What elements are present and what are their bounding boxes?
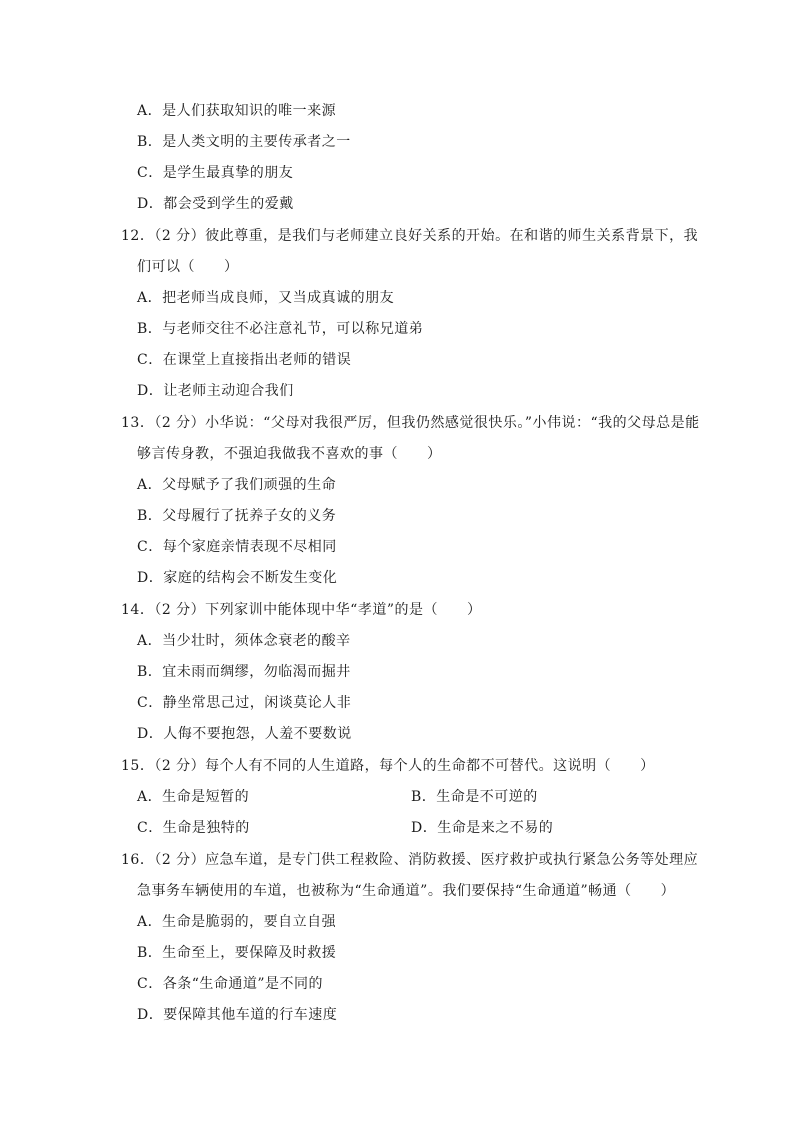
q16-option-c: C．各条“生命通道”是不同的 bbox=[137, 976, 324, 992]
q13-option-c: C．每个家庭亲情表现不尽相同 bbox=[137, 539, 337, 555]
q14-option-c: C．静坐常思己过，闲谈莫论人非 bbox=[137, 695, 352, 711]
q12-option-a: A．把老师当成良师，又当成真诚的朋友 bbox=[137, 290, 395, 306]
q14-option-b: B．宜未雨而绸缪，勿临渴而掘井 bbox=[137, 664, 351, 680]
q14-option-a: A．当少壮时，须体念衰老的酸辛 bbox=[137, 633, 351, 649]
q11-option-d: D．都会受到学生的爱戴 bbox=[137, 196, 294, 212]
q12-stem-line1: 12．（2 分）彼此尊重，是我们与老师建立良好关系的开始。在和谐的师生关系背景下，我 bbox=[121, 228, 699, 244]
q13-stem-line1: 13．（2 分）小华说：“父母对我很严厉，但我仍然感觉很快乐。”小伟说：“我的父母总是能 bbox=[121, 415, 700, 431]
q15-option-d: D．生命是来之不易的 bbox=[411, 820, 554, 836]
q14-option-d: D．人侮不要抱怨，人羞不要数说 bbox=[137, 726, 352, 742]
q12-option-d: D．让老师主动迎合我们 bbox=[137, 383, 294, 399]
q15-option-b: B．生命是不可逆的 bbox=[411, 789, 538, 805]
q15-option-c: C．生命是独特的 bbox=[137, 820, 250, 836]
q16-option-a: A．生命是脆弱的，要自立自强 bbox=[137, 914, 337, 930]
q14-stem-line1: 14．（2 分）下列家训中能体现中华“孝道”的是（ ） bbox=[121, 602, 482, 618]
q13-stem-line2: 够言传身教，不强迫我做我不喜欢的事（ ） bbox=[137, 446, 442, 462]
q11-option-c: C．是学生最真挚的朋友 bbox=[137, 165, 294, 181]
q13-option-b: B．父母履行了抚养子女的义务 bbox=[137, 508, 337, 524]
q16-option-d: D．要保障其他车道的行车速度 bbox=[137, 1007, 338, 1023]
q15-option-a: A．生命是短暂的 bbox=[137, 789, 250, 805]
q13-option-a: A．父母赋予了我们顽强的生命 bbox=[137, 477, 337, 493]
q15-stem-line1: 15．（2 分）每个人有不同的人生道路，每个人的生命都不可替代。这说明（ ） bbox=[121, 758, 655, 774]
q13-option-d: D．家庭的结构会不断发生变化 bbox=[137, 570, 338, 586]
q16-stem-line1: 16．（2 分）应急车道，是专门供工程救险、消防救援、医疗救护或执行紧急公务等处理应 bbox=[121, 852, 699, 868]
q16-stem-line2: 急事务车辆使用的车道，也被称为“生命通道”。我们要保持“生命通道”畅通（ ） bbox=[137, 883, 676, 899]
q12-stem-line2: 们可以（ ） bbox=[137, 259, 239, 275]
q12-option-b: B．与老师交往不必注意礼节，可以称兄道弟 bbox=[137, 321, 424, 337]
q12-option-c: C．在课堂上直接指出老师的错误 bbox=[137, 352, 352, 368]
q11-option-a: A．是人们获取知识的唯一来源 bbox=[137, 103, 337, 119]
q16-option-b: B．生命至上，要保障及时救援 bbox=[137, 945, 337, 961]
q11-option-b: B．是人类文明的主要传承者之一 bbox=[137, 134, 351, 150]
